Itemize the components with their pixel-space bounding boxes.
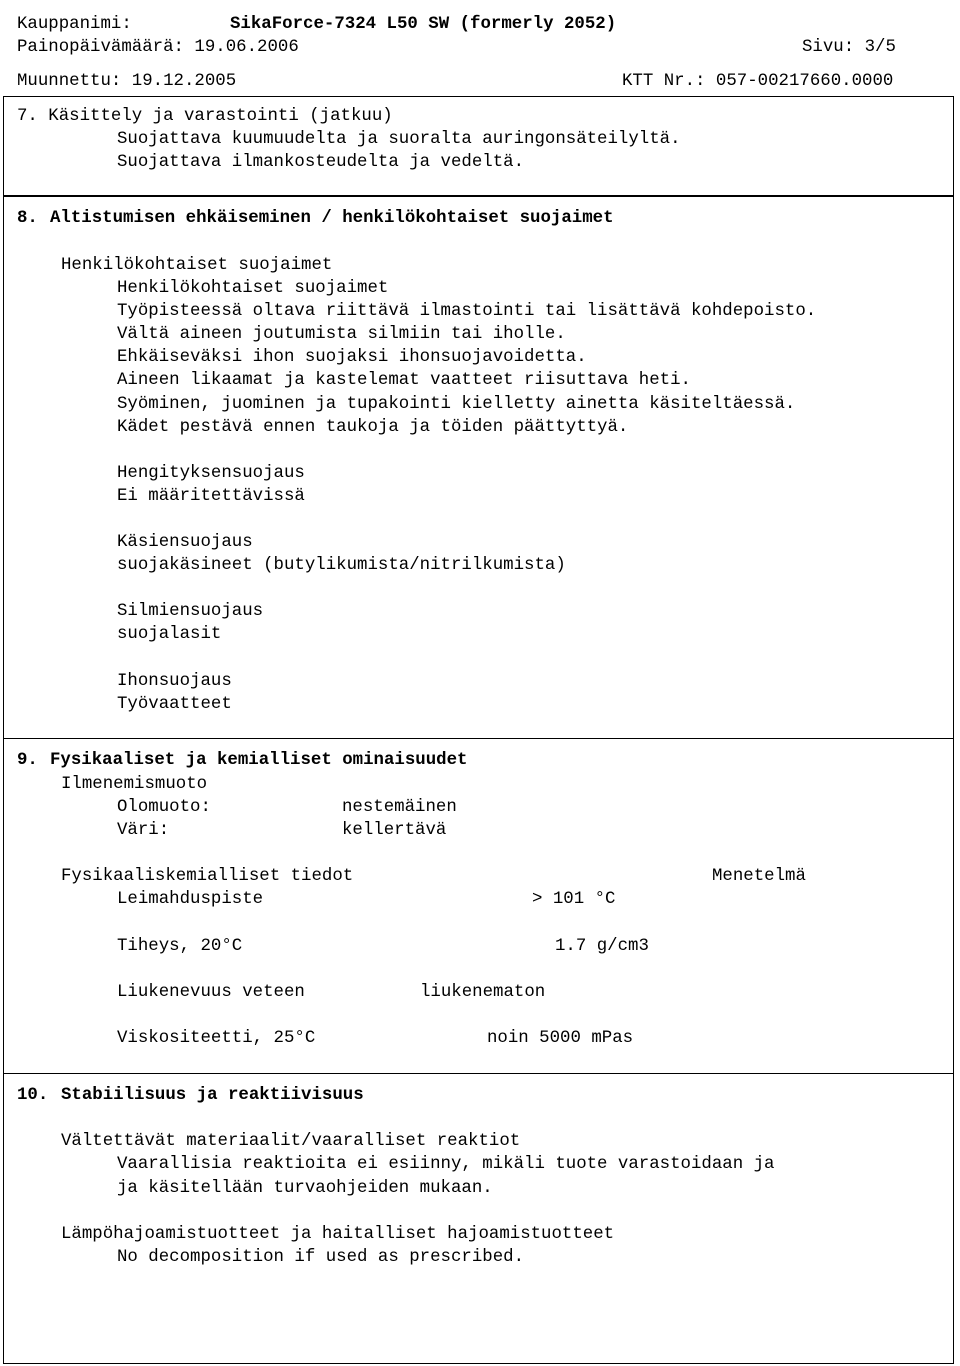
eye-protection-value: suojalasit xyxy=(117,625,222,644)
section-7-line: Suojattava kuumuudelta ja suoralta auringonsäteilyltä. xyxy=(117,130,681,149)
section-10-number: 10. xyxy=(17,1086,49,1105)
product-label: Kauppanimi: xyxy=(17,15,132,34)
section-8-number: 8. xyxy=(17,209,38,228)
decomposition-value: No decomposition if used as prescribed. xyxy=(117,1248,525,1267)
print-date: Painopäivämäärä: 19.06.2006 xyxy=(17,38,299,57)
section-8-subheading-2: Henkilökohtaiset suojaimet xyxy=(117,279,389,298)
decomposition-label: Lämpöhajoamistuotteet ja haitalliset hajoamistuotteet xyxy=(61,1225,615,1244)
section-8-subheading: Henkilökohtaiset suojaimet xyxy=(61,256,333,275)
color-value: kellertävä xyxy=(342,821,447,840)
skin-protection-value: Työvaatteet xyxy=(117,695,232,714)
viscosity-label: Viskositeetti, 25°C xyxy=(117,1029,316,1048)
physchem-label: Fysikaaliskemialliset tiedot xyxy=(61,867,354,886)
respiratory-value: Ei määritettävissä xyxy=(117,487,305,506)
section-8-line: Aineen likaamat ja kastelemat vaatteet riisuttava heti. xyxy=(117,371,691,390)
solubility-label: Liukenevuus veteen xyxy=(117,983,305,1002)
product-name: SikaForce-7324 L50 SW (formerly 2052) xyxy=(230,15,617,34)
hand-protection-label: Käsiensuojaus xyxy=(117,533,253,552)
form-value: nestemäinen xyxy=(342,798,457,817)
form-label: Olomuoto: xyxy=(117,798,211,817)
section-8-line: Vältä aineen joutumista silmiin tai iholle. xyxy=(117,325,566,344)
section-7-title: 7. Käsittely ja varastointi (jatkuu) xyxy=(17,107,393,126)
appearance-label: Ilmenemismuoto xyxy=(61,775,208,794)
modified-date: Muunnettu: 19.12.2005 xyxy=(17,72,237,91)
respiratory-label: Hengityksensuojaus xyxy=(117,464,305,483)
page-number: Sivu: 3/5 xyxy=(802,38,896,57)
section-8-line: Ehkäiseväksi ihon suojaksi ihonsuojavoidetta. xyxy=(117,348,587,367)
section-8-line: Kädet pestävä ennen taukoja ja töiden päättyttyä. xyxy=(117,418,629,437)
density-value: 1.7 g/cm3 xyxy=(555,937,649,956)
section-8-line: Työpisteessä oltava riittävä ilmastointi tai lisättävä kohdepoisto. xyxy=(117,302,817,321)
flash-point-label: Leimahduspiste xyxy=(117,890,264,909)
solubility-value: liukenematon xyxy=(420,983,546,1002)
skin-protection-label: Ihonsuojaus xyxy=(117,672,232,691)
method-label: Menetelmä xyxy=(712,867,806,886)
color-label: Väri: xyxy=(117,821,170,840)
flash-point-value: > 101 °C xyxy=(532,890,616,909)
viscosity-value: noin 5000 mPas xyxy=(487,1029,634,1048)
avoid-label: Vältettävät materiaalit/vaaralliset reaktiot xyxy=(61,1132,521,1151)
section-9-number: 9. xyxy=(17,751,38,770)
divider-section-9 xyxy=(3,738,954,739)
ktt-number: KTT Nr.: 057-00217660.0000 xyxy=(622,72,894,91)
section-10-title: Stabiilisuus ja reaktiivisuus xyxy=(61,1086,364,1105)
eye-protection-label: Silmiensuojaus xyxy=(117,602,264,621)
avoid-line: ja käsitellään turvaohjeiden mukaan. xyxy=(117,1179,493,1198)
divider-section-10 xyxy=(3,1073,954,1074)
section-8-title: Altistumisen ehkäiseminen / henkilökohtaiset suojaimet xyxy=(50,209,614,228)
density-label: Tiheys, 20°C xyxy=(117,937,243,956)
section-9-title: Fysikaaliset ja kemialliset ominaisuudet xyxy=(50,751,468,770)
section-7-line: Suojattava ilmankosteudelta ja vedeltä. xyxy=(117,153,525,172)
avoid-line: Vaarallisia reaktioita ei esiinny, mikäli tuote varastoidaan ja xyxy=(117,1155,775,1174)
hand-protection-value: suojakäsineet (butylikumista/nitrilkumista) xyxy=(117,556,566,575)
section-8-line: Syöminen, juominen ja tupakointi kielletty ainetta käsiteltäessä. xyxy=(117,395,796,414)
